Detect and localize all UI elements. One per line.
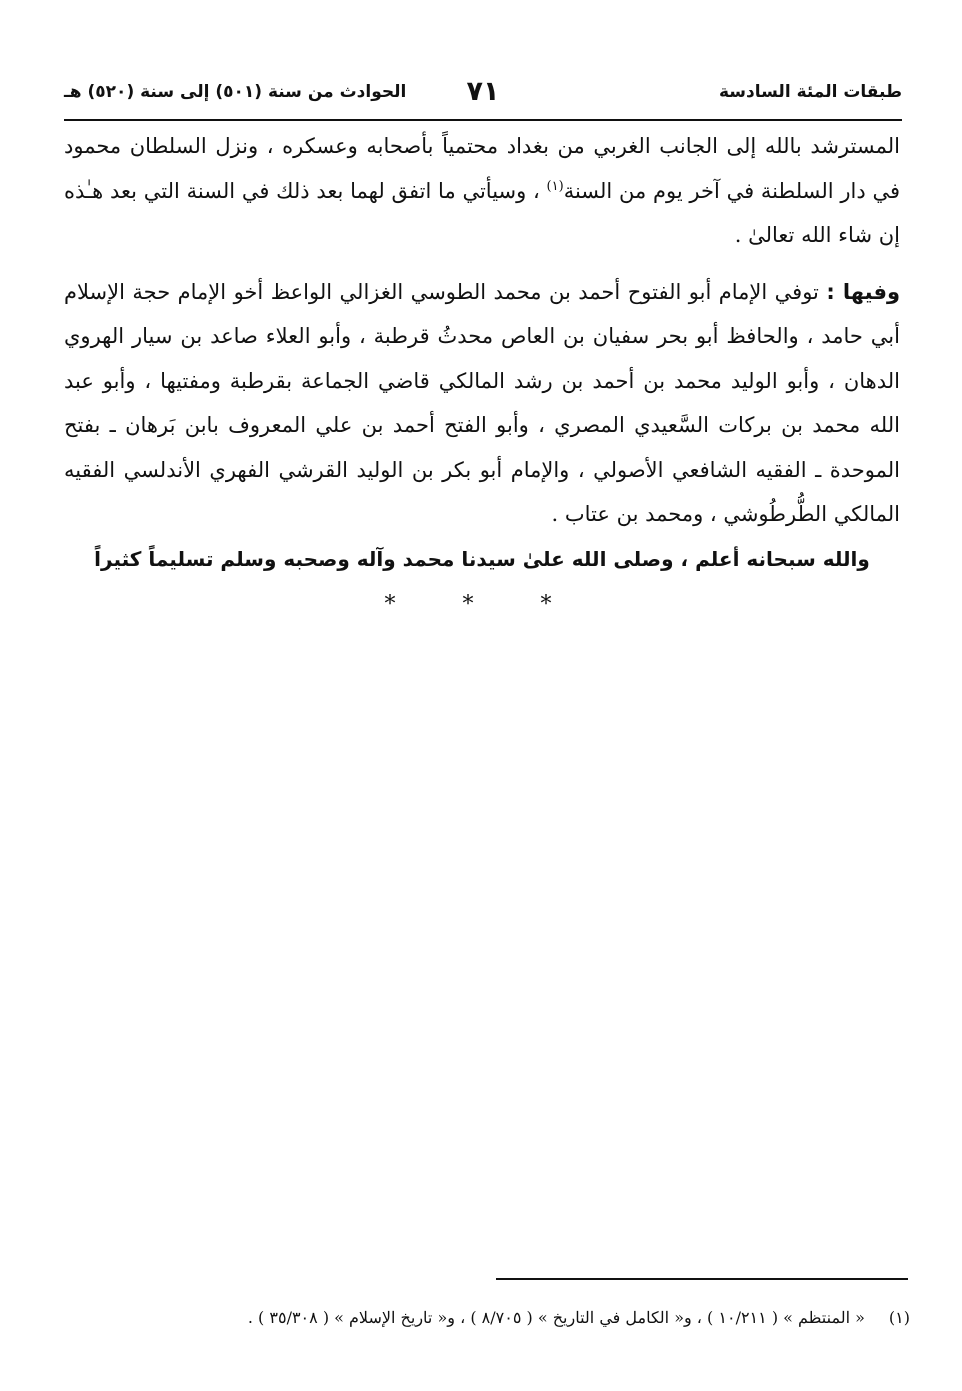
header-divider (64, 119, 902, 121)
paragraph-spacer (64, 258, 900, 270)
footnote-divider (496, 1278, 908, 1280)
closing-line: والله سبحانه أعلم ، وصلى الله علىٰ سيدنا محمد وآله وصحبه وسلم تسليماً كثيراً (94, 546, 870, 571)
footnote-text: « المنتظم » ( ١٠/٢١١ ) ، و« الكامل في التاريخ » ( ٨/٧٠٥ ) ، و« تاريخ الإسلام » ( ٣٥/٣٠٨ ) . (247, 1308, 865, 1327)
section-separator: * * * (384, 592, 582, 617)
page-number: ٧١ (466, 76, 500, 107)
paragraph-1-text-a: المسترشد بالله إلى الجانب الغربي من بغداد محتمياً بأصحابه وعسكره ، ونزل السلطان محمود في دار السلطنة في آخر يوم من السنة (64, 134, 900, 203)
paragraph-2 (64, 270, 900, 537)
main-text (64, 124, 900, 581)
footnote-reference: (١) (546, 178, 564, 194)
footnote-1 (64, 1305, 910, 1331)
paragraph-1-text-b: ، وسيأتي ما اتفق لهما بعد ذلك في السنة التي بعد هـٰذه إن شاء الله تعالىٰ . (64, 178, 900, 247)
paragraph-2-text: توفي الإمام أبو الفتوح أحمد بن محمد الطوسي الغزالي الواعظ أخو الإمام حجة الإسلام أبي حامد ، والحافظ أبو بحر سفيان بن العاص محدثُ قرطبة ، وأبو العلاء صاعد بن سيار الهروي الدهان ، وأبو الوليد محمد بن أحمد بن رشد المالكي قاضي الجماعة بقرطبة ومفتيها ، وأبو عبد الله محمد بن بركات السَّعيدي المصري ، وأبو الفتح أحمد بن علي المعروف بابن بَرهان ـ بفتح الموحدة ـ الفقيه الشافعي الأصولي ، والإمام أبو بكر بن الوليد القرشي الفهري الأندلسي الفقيه المالكي الطُّرطُوشي ، ومحمد بن عتاب . (64, 279, 900, 526)
paragraph-2-lead: وفيها : (826, 279, 900, 304)
paragraph-1 (64, 124, 900, 258)
running-header (64, 74, 902, 114)
footnote-number: (١) (888, 1308, 910, 1327)
section-title: الحوادث من سنة (٥٠١) إلى سنة (٥٢٠) هـ (64, 82, 407, 102)
book-title: طبقات المئة السادسة (719, 82, 902, 102)
